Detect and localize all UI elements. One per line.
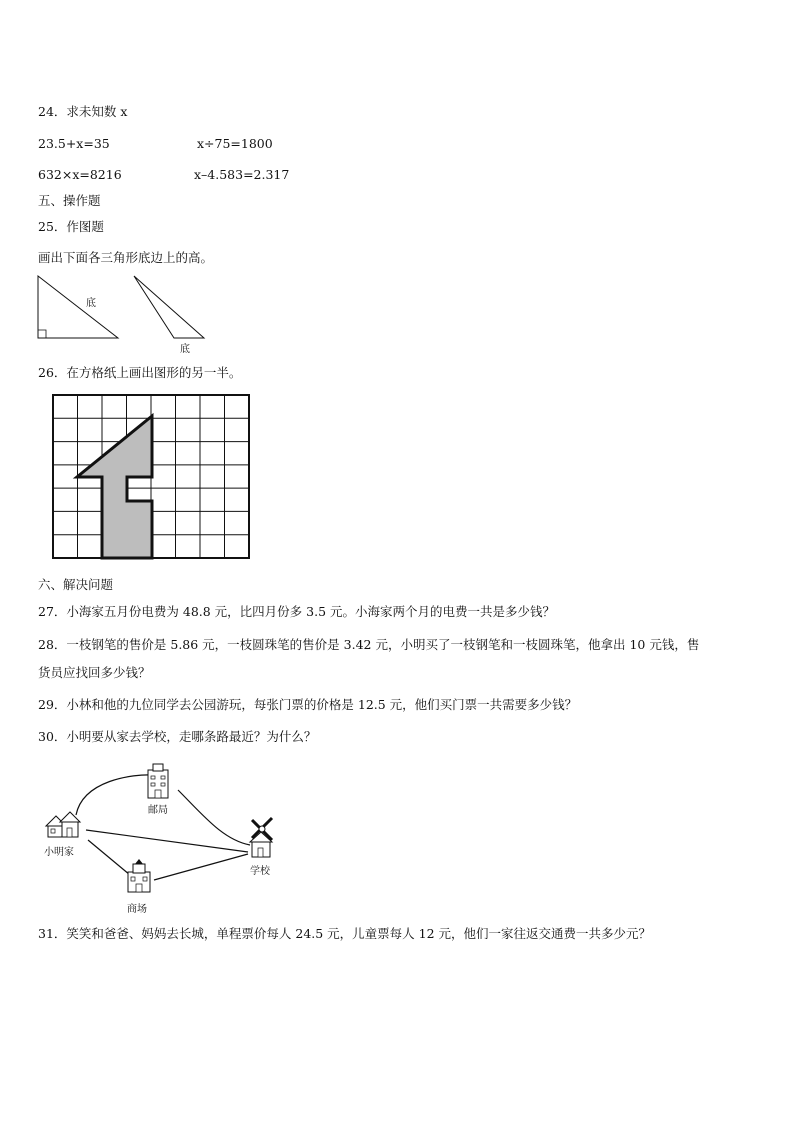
q25-instruction: 画出下面各三角形底边上的高。: [38, 250, 214, 265]
label-base-right: 底: [180, 344, 190, 355]
section-5-title: 五、操作题: [38, 193, 101, 208]
home-icon: [46, 812, 80, 837]
right-triangle: [38, 276, 118, 338]
label-post-office: 邮局: [148, 805, 168, 816]
q28-text-line-2: 货员应找回多少钱？: [38, 665, 151, 680]
route-home-post-office: [76, 775, 153, 815]
q26-heading: 26．在方格纸上画出图形的另一半。: [38, 365, 242, 380]
half-shape: [77, 416, 152, 558]
q24-heading: 24．求未知数 x: [38, 104, 128, 119]
q29-text: 29．小林和他的九位同学去公园游玩，每张门票的价格是 12.5 元，他们买门票一共需要多少钱？: [38, 697, 578, 712]
route-mall-school: [154, 854, 248, 880]
route-post-office-school: [178, 790, 250, 845]
q25-triangles-figure: [34, 274, 214, 354]
label-mall: 商场: [127, 904, 147, 915]
q24-equation-1: 23.5+x=35: [38, 136, 110, 151]
q24-equation-2: x÷75=1800: [197, 136, 273, 151]
q26-grid-figure: [52, 394, 252, 564]
section-6-title: 六、解决问题: [38, 577, 114, 592]
post-office-icon: [148, 764, 168, 798]
label-base-left: 底: [86, 298, 96, 309]
q30-route-map: [38, 760, 298, 920]
q25-heading: 25．作图题: [38, 219, 104, 234]
q24-equation-4: x–4.583=2.317: [194, 167, 290, 182]
q30-heading: 30．小明要从家去学校，走哪条路最近？为什么？: [38, 729, 317, 744]
q27-text: 27．小海家五月份电费为 48.8 元，比四月份多 3.5 元。小海家两个月的电费一共是多少钱？: [38, 604, 556, 619]
school-icon: [250, 818, 272, 857]
obtuse-triangle: [134, 276, 204, 355]
label-home: 小明家: [44, 847, 74, 858]
route-home-mall: [88, 840, 130, 875]
q28-text-line-1: 28．一枝钢笔的售价是 5.86 元，一枝圆珠笔的售价是 3.42 元，小明买了一枝钢笔和一枝圆珠笔，他拿出 10 元钱，售: [38, 637, 700, 652]
q31-text: 31．笑笑和爸爸、妈妈去长城，单程票价每人 24.5 元，儿童票每人 12 元，他们一家往返交通费一共多少元？: [38, 926, 652, 941]
mall-icon: [128, 859, 150, 892]
label-school: 学校: [250, 866, 270, 877]
q24-equation-3: 632×x=8216: [38, 167, 122, 182]
